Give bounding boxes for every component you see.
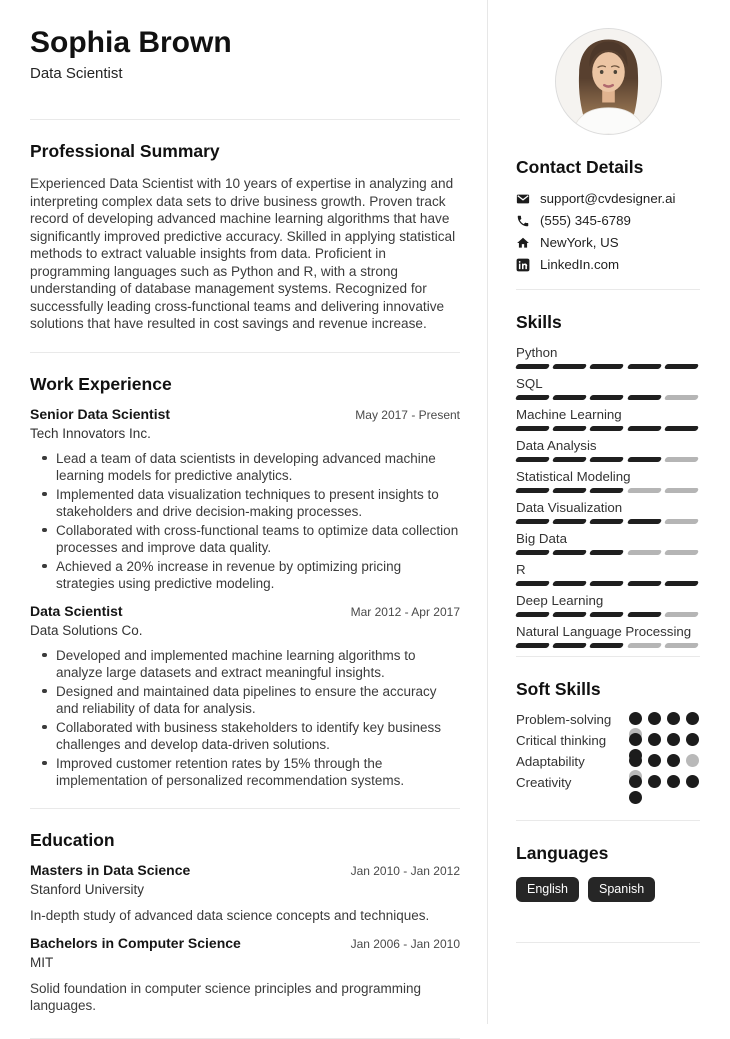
skill-bar-segment xyxy=(664,457,700,462)
skill-level-bar xyxy=(516,643,698,648)
skill-bar-segment xyxy=(552,426,588,431)
skill-level-bar xyxy=(516,395,698,400)
skill-bar-segment xyxy=(626,643,662,648)
skill-level-bar xyxy=(516,364,698,369)
skill-bar-segment xyxy=(552,550,588,555)
skill-bar-segment xyxy=(664,581,700,586)
section-skills xyxy=(516,312,700,648)
summary-heading: Professional Summary xyxy=(30,141,220,161)
skill-name: Data Visualization xyxy=(516,500,623,515)
education-degree: Bachelors in Computer Science xyxy=(30,934,241,951)
section-education xyxy=(30,830,460,1014)
skill-bar-segment xyxy=(515,364,551,369)
job-bullet: Developed and implemented machine learning algorithms to analyze large datasets and extract meaningful insights. xyxy=(42,647,460,681)
soft-skills-heading: Soft Skills xyxy=(516,679,601,699)
skill-bar-segment xyxy=(589,550,625,555)
person-job-title: Data Scientist xyxy=(30,65,123,82)
education-header xyxy=(30,935,460,952)
skill-bar-segment xyxy=(515,488,551,493)
divider xyxy=(30,808,460,809)
skill-bar-segment xyxy=(589,488,625,493)
soft-skill-dot xyxy=(629,733,642,746)
skill-bar-segment xyxy=(552,364,588,369)
skill-bar-segment xyxy=(515,550,551,555)
skill-bar-segment xyxy=(515,612,551,617)
skill-item xyxy=(516,376,700,400)
skill-bar-segment xyxy=(515,395,551,400)
work-heading: Work Experience xyxy=(30,373,172,394)
soft-skill-dots xyxy=(629,712,700,725)
education-school: MIT xyxy=(30,954,54,970)
contact-list xyxy=(516,191,700,272)
contact-item xyxy=(516,235,700,250)
skill-bar-segment xyxy=(589,643,625,648)
jobs-list xyxy=(30,406,460,789)
skill-bar-segment xyxy=(515,519,551,524)
skill-item xyxy=(516,407,700,431)
job-title: Senior Data Scientist xyxy=(30,405,171,422)
section-soft-skills xyxy=(516,679,700,796)
skill-bar-segment xyxy=(589,519,625,524)
education-heading: Education xyxy=(30,829,115,850)
divider xyxy=(30,352,460,353)
soft-skill-dots xyxy=(629,733,700,746)
job-dates: Mar 2012 - Apr 2017 xyxy=(350,604,460,619)
divider xyxy=(516,820,700,821)
skill-level-bar xyxy=(516,457,698,462)
skill-bar-segment xyxy=(589,426,625,431)
soft-skill-dots xyxy=(629,775,700,788)
divider xyxy=(30,1038,460,1039)
contact-item xyxy=(516,257,700,272)
skill-bar-segment xyxy=(589,364,625,369)
resume-header xyxy=(30,26,460,83)
soft-skill-dot xyxy=(648,754,661,767)
skill-bar-segment xyxy=(626,426,662,431)
soft-skill-name: Critical thinking xyxy=(516,733,607,748)
contact-item xyxy=(516,213,700,228)
skill-bar-segment xyxy=(515,643,551,648)
phone-icon xyxy=(516,214,530,228)
education-description: In-depth study of advanced data science concepts and techniques. xyxy=(30,907,430,923)
job-company: Tech Innovators Inc. xyxy=(30,425,151,441)
skill-bar-segment xyxy=(589,612,625,617)
soft-skill-item xyxy=(516,733,700,754)
job-bullet: Collaborated with cross-functional teams to optimize data collection processes and improve data quality. xyxy=(42,522,460,556)
skill-bar-segment xyxy=(626,581,662,586)
language-badge: Spanish xyxy=(588,877,655,902)
skill-name: Natural Language Processing xyxy=(516,624,692,639)
soft-skill-dot xyxy=(648,775,661,788)
language-badge: English xyxy=(516,877,579,902)
soft-skill-dot xyxy=(629,791,642,804)
skill-level-bar xyxy=(516,550,698,555)
skill-bar-segment xyxy=(552,581,588,586)
language-badges xyxy=(516,877,700,902)
job-bullet: Achieved a 20% increase in revenue by optimizing pricing strategies using predictive modeling. xyxy=(42,558,460,592)
job-header xyxy=(30,603,460,620)
skill-name: SQL xyxy=(516,376,543,391)
skill-item xyxy=(516,469,700,493)
soft-skill-item xyxy=(516,754,700,775)
soft-skill-name: Adaptability xyxy=(516,754,585,769)
skill-bar-segment xyxy=(515,581,551,586)
skill-bar-segment xyxy=(664,550,700,555)
person-name: Sophia Brown xyxy=(30,26,232,59)
profile-photo xyxy=(555,28,662,135)
job-bullet: Implemented data visualization techniques to present insights to stakeholders and drive decision-making processes. xyxy=(42,486,460,520)
skill-name: R xyxy=(516,562,526,577)
education-degree: Masters in Data Science xyxy=(30,861,191,878)
soft-skill-dot xyxy=(667,775,680,788)
contact-heading: Contact Details xyxy=(516,157,644,177)
divider xyxy=(30,119,460,120)
skill-bar-segment xyxy=(515,457,551,462)
skill-bar-segment xyxy=(664,426,700,431)
soft-skill-dot xyxy=(667,733,680,746)
skill-item xyxy=(516,438,700,462)
skills-list xyxy=(516,345,700,648)
skill-bar-segment xyxy=(552,612,588,617)
job-bullet-list xyxy=(30,647,460,789)
skill-bar-segment xyxy=(552,457,588,462)
skill-item xyxy=(516,624,700,648)
job-bullet: Designed and maintained data pipelines to ensure the accuracy and reliability of data for analysis. xyxy=(42,683,460,717)
skill-level-bar xyxy=(516,612,698,617)
soft-skill-dot xyxy=(686,712,699,725)
linkedin-icon xyxy=(516,258,530,272)
skill-bar-segment xyxy=(664,488,700,493)
soft-skill-name: Problem-solving xyxy=(516,712,612,727)
job-bullet-list xyxy=(30,450,460,592)
divider xyxy=(516,942,700,943)
skill-level-bar xyxy=(516,488,698,493)
skill-item xyxy=(516,531,700,555)
education-entry xyxy=(30,935,460,1014)
profile-photo-illustration xyxy=(556,29,661,134)
job-dates: May 2017 - Present xyxy=(355,407,460,422)
soft-skill-dot xyxy=(667,712,680,725)
soft-skill-dot xyxy=(629,712,642,725)
job-title: Data Scientist xyxy=(30,602,123,619)
soft-skill-dot xyxy=(629,754,642,767)
skill-bar-segment xyxy=(552,643,588,648)
skill-level-bar xyxy=(516,426,698,431)
education-entry xyxy=(30,862,460,924)
skill-bar-segment xyxy=(552,519,588,524)
education-dates: Jan 2006 - Jan 2010 xyxy=(350,936,460,951)
section-contact-details xyxy=(516,157,700,272)
skill-bar-segment xyxy=(664,364,700,369)
soft-skill-item xyxy=(516,712,700,733)
soft-skill-dot xyxy=(629,775,642,788)
section-professional-summary xyxy=(30,141,460,333)
skill-bar-segment xyxy=(664,643,700,648)
contact-item xyxy=(516,191,700,206)
skill-bar-segment xyxy=(589,457,625,462)
skill-level-bar xyxy=(516,581,698,586)
work-experience-entry xyxy=(30,603,460,789)
soft-skill-item xyxy=(516,775,700,796)
soft-skill-dot xyxy=(686,775,699,788)
education-header xyxy=(30,862,460,879)
contact-text: support@cvdesigner.ai xyxy=(540,191,676,206)
education-description: Solid foundation in computer science principles and programming languages. xyxy=(30,980,421,1013)
skill-item xyxy=(516,500,700,524)
divider xyxy=(516,656,700,657)
education-school: Stanford University xyxy=(30,881,145,897)
skill-bar-segment xyxy=(664,519,700,524)
skills-heading: Skills xyxy=(516,312,562,332)
skill-bar-segment xyxy=(552,395,588,400)
job-bullet: Collaborated with business stakeholders to identify key business challenges and develop data-driven solutions. xyxy=(42,719,460,753)
soft-skill-dot xyxy=(648,712,661,725)
job-company: Data Solutions Co. xyxy=(30,622,143,638)
skill-bar-segment xyxy=(552,488,588,493)
sidebar xyxy=(488,0,730,1024)
skill-name: Machine Learning xyxy=(516,407,622,422)
job-bullet: Improved customer retention rates by 15% through the implementation of personalized recommendation systems. xyxy=(42,755,460,789)
soft-skill-dot xyxy=(686,754,699,767)
skill-bar-segment xyxy=(589,395,625,400)
summary-text: Experienced Data Scientist with 10 years of expertise in analyzing and interpreting complex data sets to drive business growth. Proven track record of developing advanced machine learning algorithms that have significantly improved predictive accuracy. Skilled in applying statistical methods to extract valuable insights from data. Proficient in programming languages such as Python and R, with a strong understanding of database management systems. Recognized for successfully leading cross-functional teams and delivering innovative solutions that have resulted in cost savings and revenue increase. xyxy=(30,176,456,331)
skill-bar-segment xyxy=(626,395,662,400)
skill-level-bar xyxy=(516,519,698,524)
contact-text: NewYork, US xyxy=(540,235,619,250)
skill-name: Deep Learning xyxy=(516,593,604,608)
soft-skills-list xyxy=(516,712,700,796)
section-work-experience xyxy=(30,374,460,789)
job-header xyxy=(30,406,460,423)
skill-name: Python xyxy=(516,345,558,360)
skill-bar-segment xyxy=(515,426,551,431)
languages-heading: Languages xyxy=(516,843,609,863)
skill-bar-segment xyxy=(589,581,625,586)
skill-name: Statistical Modeling xyxy=(516,469,631,484)
skill-item xyxy=(516,345,700,369)
skill-bar-segment xyxy=(626,488,662,493)
contact-text: LinkedIn.com xyxy=(540,257,620,272)
skill-bar-segment xyxy=(626,364,662,369)
email-icon xyxy=(516,192,530,206)
contact-text: (555) 345-6789 xyxy=(540,213,631,228)
skill-item xyxy=(516,593,700,617)
divider xyxy=(516,289,700,290)
home-icon xyxy=(516,236,530,250)
work-experience-entry xyxy=(30,406,460,592)
skill-bar-segment xyxy=(626,612,662,617)
education-list xyxy=(30,862,460,1014)
skill-name: Big Data xyxy=(516,531,567,546)
section-languages xyxy=(516,843,700,902)
skill-bar-segment xyxy=(626,519,662,524)
soft-skill-name: Creativity xyxy=(516,775,572,790)
skill-bar-segment xyxy=(626,457,662,462)
skill-name: Data Analysis xyxy=(516,438,597,453)
soft-skill-dot xyxy=(648,733,661,746)
skill-bar-segment xyxy=(626,550,662,555)
education-dates: Jan 2010 - Jan 2012 xyxy=(350,863,460,878)
skill-bar-segment xyxy=(664,395,700,400)
soft-skill-dots xyxy=(629,754,700,767)
soft-skill-dot xyxy=(667,754,680,767)
skill-item xyxy=(516,562,700,586)
skill-bar-segment xyxy=(664,612,700,617)
soft-skill-dot xyxy=(686,733,699,746)
job-bullet: Lead a team of data scientists in developing advanced machine learning models for predictive analytics. xyxy=(42,450,460,484)
